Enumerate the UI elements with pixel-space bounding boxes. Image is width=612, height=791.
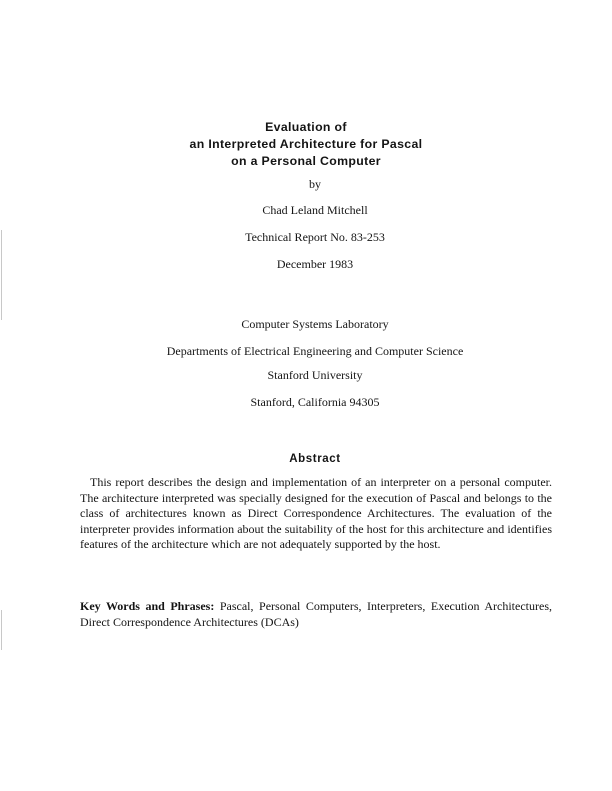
keywords-text: Pascal, Personal Computers, Interpreters, Execution Architectures, Direct Correspondence Architectures (DCAs)	[80, 599, 552, 629]
title-line-1: Evaluation of	[265, 120, 347, 134]
by-label: by	[309, 177, 321, 191]
title-line-2: an Interpreted Architecture for Pascal	[189, 137, 423, 151]
departments: Departments of Electrical Engineering and Computer Science	[166, 344, 464, 358]
abstract-heading: Abstract	[289, 453, 341, 465]
report-title	[0, 119, 612, 170]
report-date: December 1983	[276, 257, 354, 271]
keywords-paragraph	[80, 599, 552, 630]
scan-margin-mark	[1, 610, 2, 650]
report-number: Technical Report No. 83-253	[245, 230, 385, 244]
title-line-3: on a Personal Computer	[231, 154, 381, 168]
abstract-body: This report describes the design and implementation of an interpreter on a personal computer. The architecture interpreted was specially designed for the execution of Pascal and belongs to the class of architectures known as Direct Correspondence Architectures. The evaluation of the interpreter provides information about the suitability of the host for this architecture and identifies features of the architecture which are not adequately supported by the host.	[80, 475, 552, 551]
keywords-label: Key Words and Phrases:	[80, 599, 215, 613]
lab-name: Computer Systems Laboratory	[241, 317, 389, 331]
author-name: Chad Leland Mitchell	[262, 203, 368, 217]
university-location: Stanford, California 94305	[250, 395, 380, 409]
university-name: Stanford University	[267, 368, 363, 382]
